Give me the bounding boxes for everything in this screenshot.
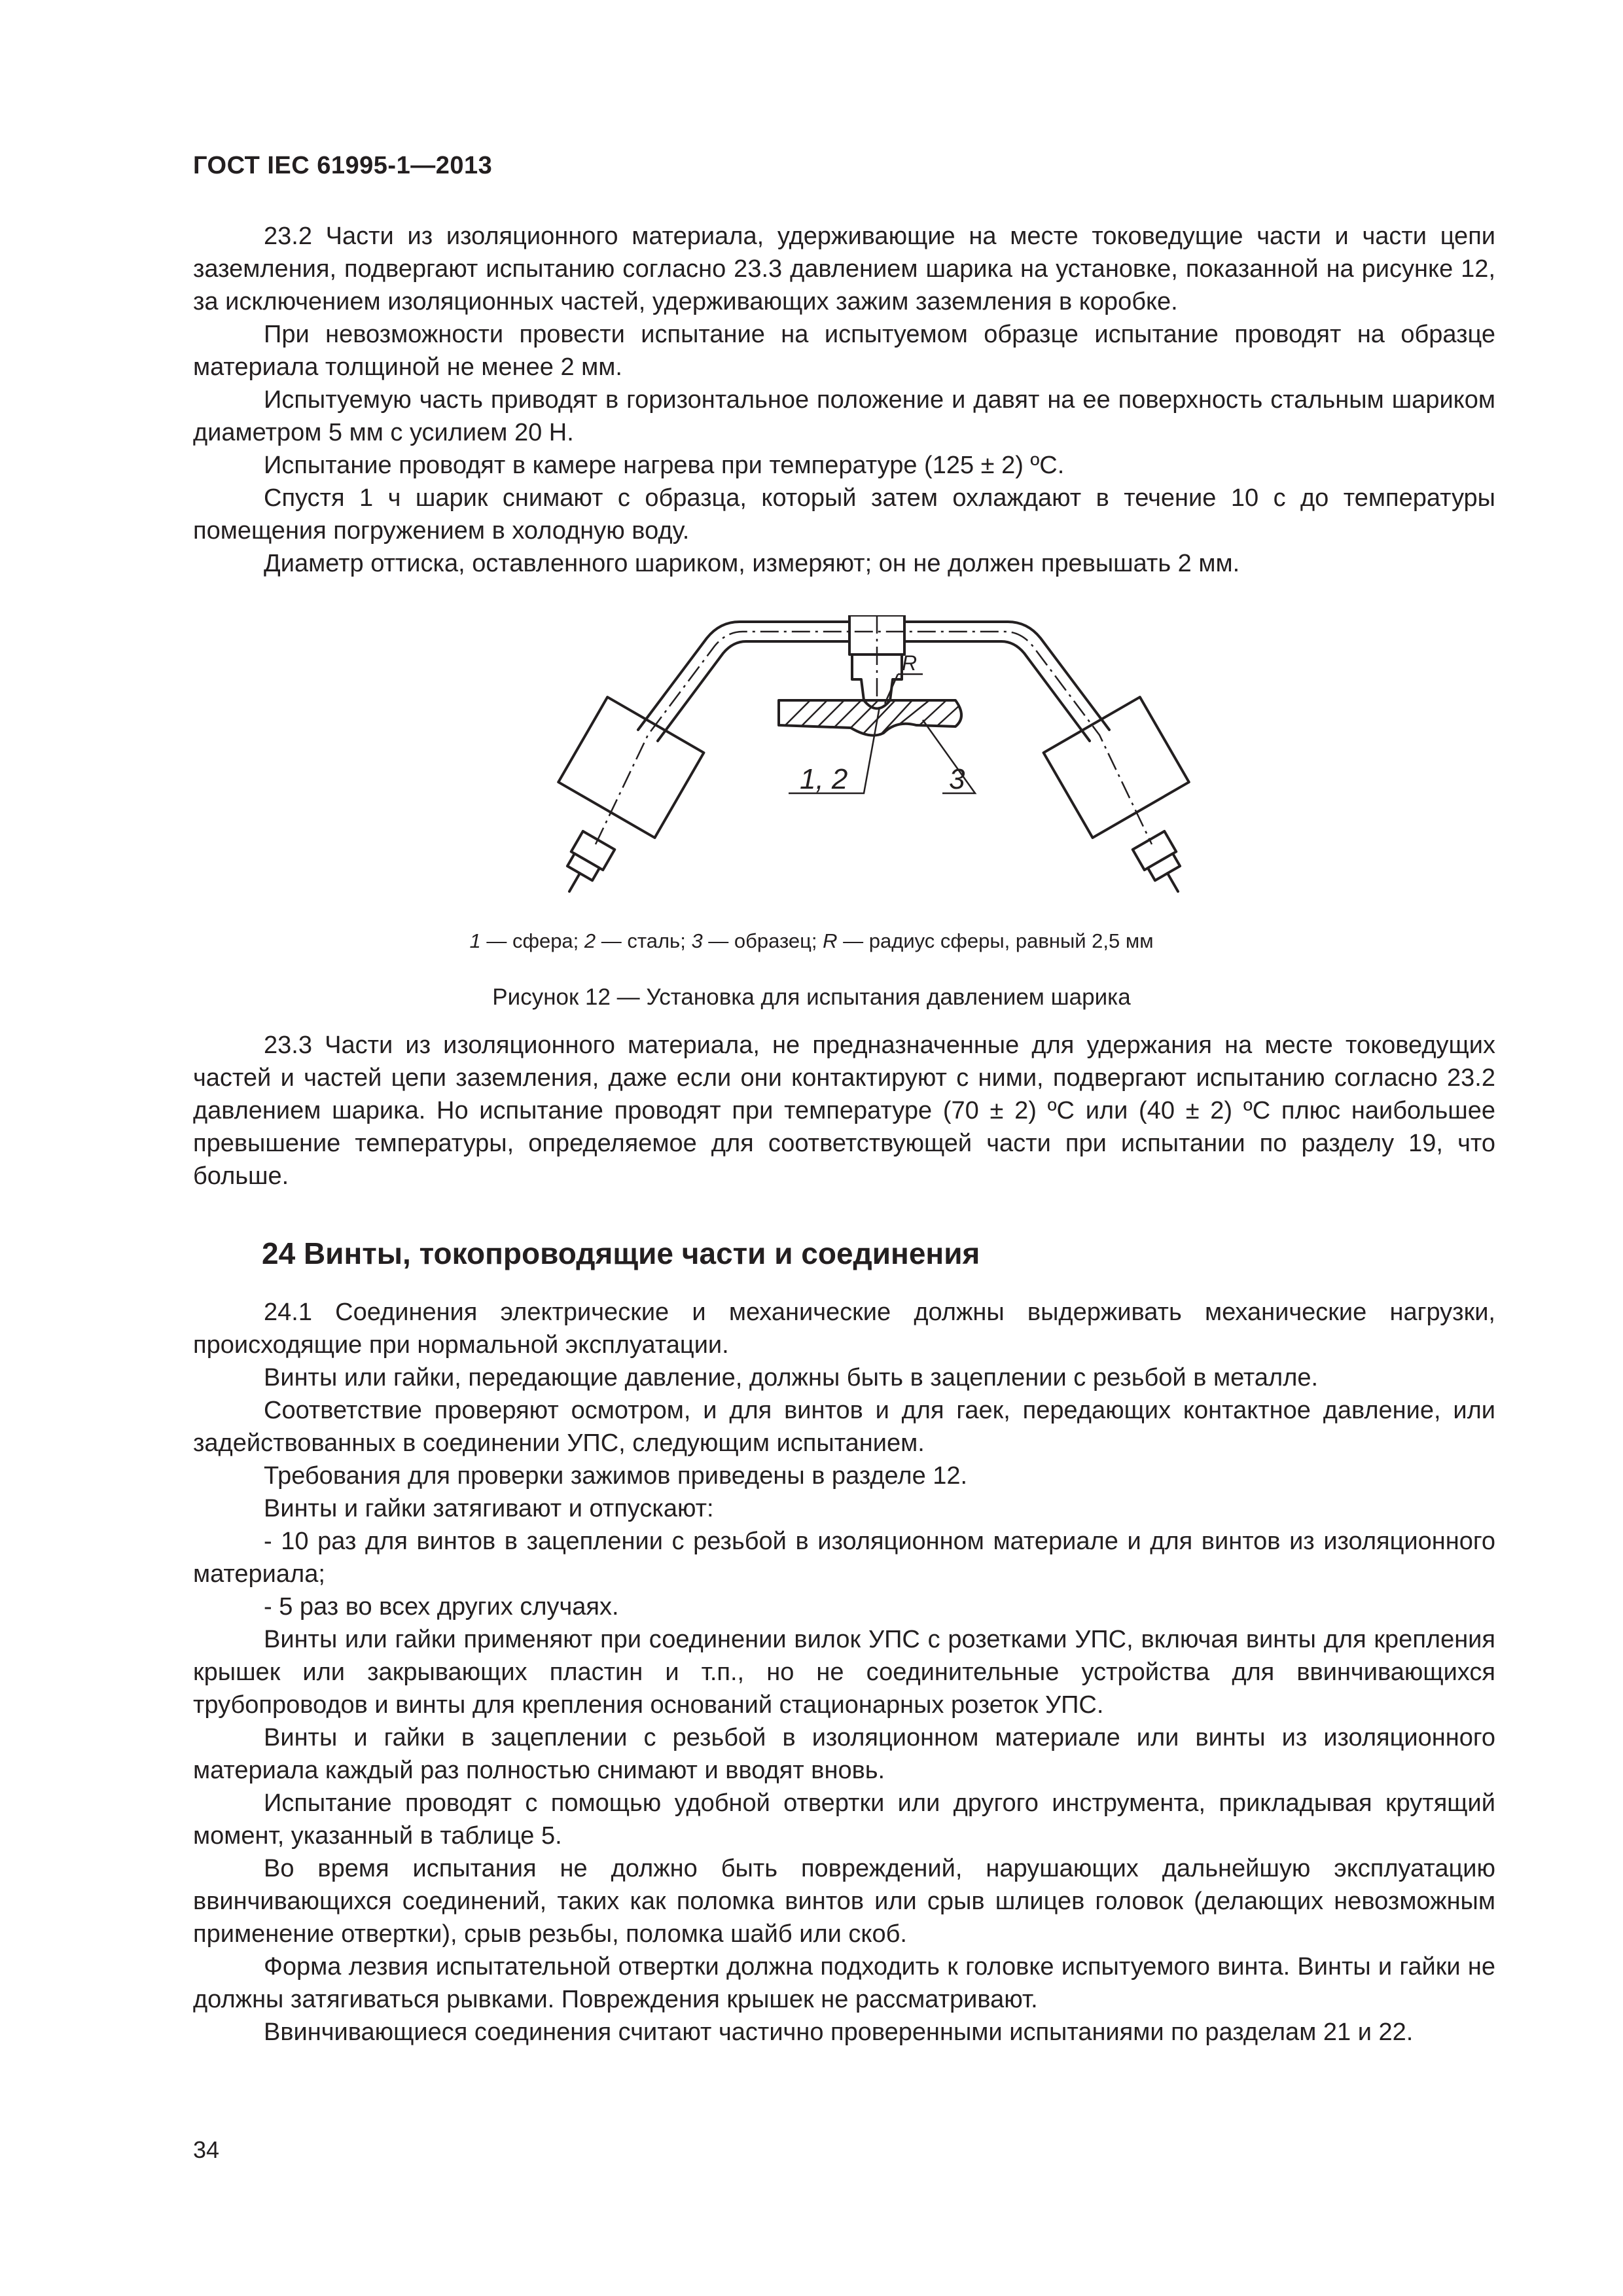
- legend-text: — сталь;: [596, 929, 692, 952]
- legend-text: — радиус сферы, равный 2,5 мм: [837, 929, 1154, 952]
- page-number: 34: [193, 2136, 220, 2163]
- section-24: [193, 1296, 1495, 2049]
- paragraph: Винты или гайки, передающие давление, должны быть в зацеплении с резьбой в металле.: [264, 1364, 1319, 1391]
- figure-caption: Рисунок 12 — Установка для испытания давлением шарика: [492, 984, 1131, 1010]
- paragraph: Форма лезвия испытательной отвертки должна подходить к головке испытуемого винта. Винты и гайки не должны затягиваться рывками. Повреждения крышек не рассматривают.: [193, 1953, 1495, 2013]
- figure-legend: [0, 928, 1623, 954]
- section-24-heading: 24 Винты, токопроводящие части и соединения: [262, 1236, 980, 1270]
- legend-num: 3: [691, 929, 703, 952]
- legend-num: R: [823, 929, 838, 952]
- figure-label-1-2: 1, 2: [800, 763, 848, 795]
- paragraph: Винты и гайки затягивают и отпускают:: [264, 1495, 714, 1522]
- paragraph: Винты и гайки в зацеплении с резьбой в изоляционном материале или винты из изоляционного материала каждый раз полностью снимают и вводят вновь.: [193, 1724, 1495, 1784]
- paragraph: Спустя 1 ч шарик снимают с образца, который затем охлаждают в течение 10 с до температуры помещения погружением в холодную воду.: [193, 484, 1495, 545]
- figure-label-R: R: [902, 651, 918, 675]
- figure-label-3: 3: [949, 763, 965, 795]
- left-weight-block: [558, 697, 704, 838]
- list-item: - 10 раз для винтов в зацеплении с резьбой в изоляционном материале и для винтов из изоляционного материала;: [193, 1528, 1495, 1588]
- paragraph: Во время испытания не должно быть повреждений, нарушающих дальнейшую эксплуатацию ввинчивающихся соединений, таких как поломка винтов или срыв шлицев головок (делающих невозможным применение отвертки), срыв резьбы, поломка шайб или скоб.: [193, 1855, 1495, 1948]
- document-header: ГОСТ IEC 61995-1—2013: [193, 152, 493, 179]
- legend-text: — образец;: [702, 929, 823, 952]
- paragraph: При невозможности провести испытание на испытуемом образце испытание проводят на образце материала толщиной не менее 2 мм.: [193, 321, 1495, 381]
- paragraph: Требования для проверки зажимов приведены в разделе 12.: [264, 1462, 968, 1490]
- legend-num: 2: [584, 929, 596, 952]
- paragraph: Испытание проводят с помощью удобной отвертки или другого инструмента, прикладывая крутящий момент, указанный в таблице 5.: [193, 1789, 1495, 1850]
- paragraph: 23.2 Части из изоляционного материала, удерживающие на месте токоведущие части и части цепи заземления, подвергают испытанию согласно 23.3 давлением шарика на установке, показанной на рисунке 12, за исключением изоляционных частей, удерживающих зажим заземления в коробке.: [193, 223, 1495, 315]
- paragraph: Соответствие проверяют осмотром, и для винтов и для гаек, передающих контактное давление, или задействованных в соединении УПС, следующим испытанием.: [193, 1397, 1495, 1457]
- section-23-2: [193, 220, 1495, 580]
- legend-text: — сфера;: [480, 929, 584, 952]
- sample-hatching: [785, 700, 959, 735]
- right-screw: [1133, 831, 1194, 901]
- paragraph: 24.1 Соединения электрические и механические должны выдерживать механические нагрузки, происходящие при нормальной эксплуатации.: [193, 1299, 1495, 1359]
- paragraph: Ввинчивающиеся соединения считают частично проверенными испытаниями по разделам 21 и 22.: [264, 2018, 1414, 2046]
- paragraph: Испытуемую часть приводят в горизонтальное положение и давят на ее поверхность стальным шариком диаметром 5 мм с усилием 20 Н.: [193, 386, 1495, 446]
- paragraph: Винты или гайки применяют при соединении вилок УПС с розетками УПС, включая винты для крепления крышек или закрывающих пластин и т.п., но не соединительные устройства для ввинчивающихся трубопроводов и винты для крепления оснований стационарных розеток УПС.: [193, 1626, 1495, 1719]
- paragraph: Диаметр оттиска, оставленного шариком, измеряют; он не должен превышать 2 мм.: [264, 550, 1240, 577]
- ball-pressure-apparatus-figure: [497, 615, 1250, 923]
- left-screw: [554, 831, 615, 901]
- paragraph: Испытание проводят в камере нагрева при температуре (125 ± 2) ºС.: [264, 452, 1065, 479]
- paragraph: 23.3 Части из изоляционного материала, не предназначенные для удержания на месте токоведущих частей и частей цепи заземления, даже если они контактируют с ними, подвергают испытанию согласно 23.2 давлением шарика. Но испытание проводят при температуре (70 ± 2) ºС или (40 ± 2) ºС плюс наибольшее превышение температуры, определяемое для соответствующей части при испытании по разделу 19, что больше.: [193, 1031, 1495, 1190]
- legend-num: 1: [469, 929, 481, 952]
- right-weight-block: [1044, 697, 1189, 838]
- list-item: - 5 раз во всех других случаях.: [264, 1593, 619, 1621]
- bent-rod-inner: [658, 641, 1090, 741]
- section-23-3: [193, 1029, 1495, 1193]
